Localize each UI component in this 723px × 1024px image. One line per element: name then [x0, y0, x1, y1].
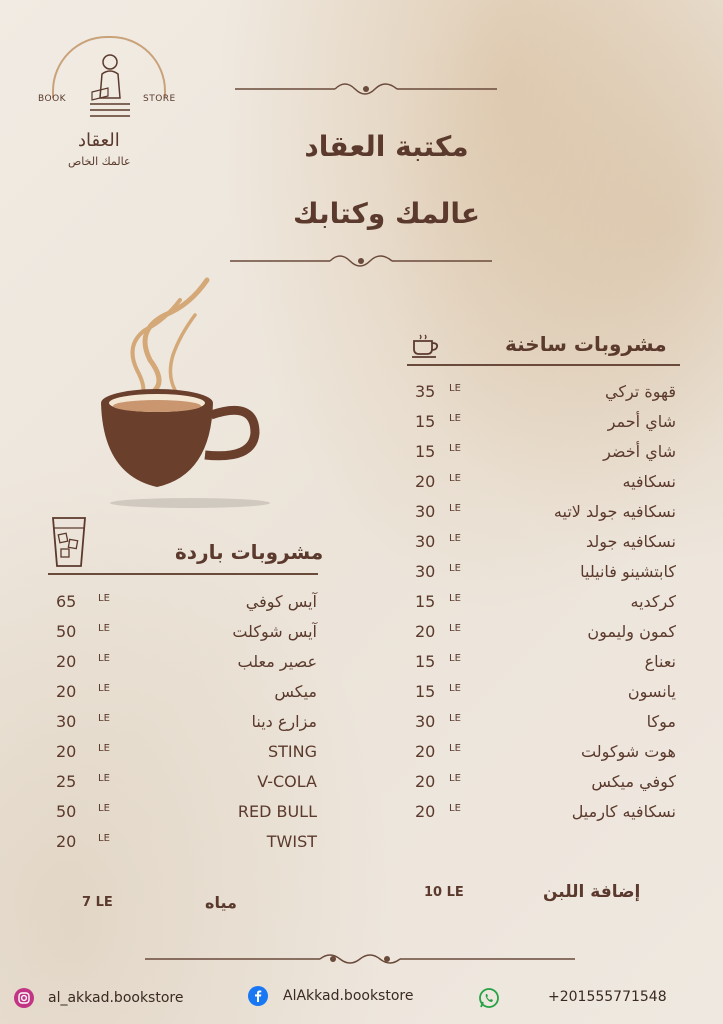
currency-label: LE — [98, 683, 110, 694]
menu-item-price: 50 — [56, 802, 77, 821]
currency-label: LE — [449, 563, 461, 574]
hot-drinks-title: مشروبات ساخنة — [505, 332, 667, 356]
whatsapp-number[interactable]: +201555771548 — [548, 989, 667, 1005]
menu-item-price: 15 — [415, 442, 436, 461]
menu-item-price: 65 — [56, 592, 77, 611]
instagram-icon[interactable] — [14, 988, 34, 1008]
menu-item-name: يانسون — [627, 682, 676, 701]
menu-item-name: نسكافيه جولد لاتيه — [553, 502, 676, 521]
cold-drinks-rule — [48, 573, 318, 575]
menu-item-price: 50 — [56, 622, 77, 641]
menu-item-price: 20 — [56, 742, 77, 761]
menu-item-name: V-COLA — [257, 772, 317, 791]
currency-label: LE — [449, 383, 461, 394]
currency-label: LE — [98, 803, 110, 814]
logo-slogan: عالمك الخاص — [68, 155, 131, 168]
menu-item-name: هوت شوكولت — [581, 742, 676, 761]
ornament-divider-top — [235, 80, 497, 98]
currency-label: LE — [98, 833, 110, 844]
menu-item-name: شاي أخضر — [603, 442, 676, 461]
menu-item-price: 20 — [415, 742, 436, 761]
menu-item-name: نسكافيه جولد — [585, 532, 676, 551]
menu-item-price: 20 — [56, 682, 77, 701]
menu-item-price: 15 — [415, 652, 436, 671]
logo-left-word: BOOK — [38, 94, 67, 104]
currency-label: LE — [449, 773, 461, 784]
currency-label: LE — [449, 653, 461, 664]
menu-item-name: نسكافيه — [622, 472, 676, 491]
ornament-divider-middle — [230, 252, 492, 270]
menu-item-price: 20 — [56, 652, 77, 671]
menu-item-name: كمون وليمون — [587, 622, 676, 641]
currency-label: LE — [449, 623, 461, 634]
water-price: 7 LE — [82, 895, 113, 910]
currency-label: LE — [98, 773, 110, 784]
currency-label: LE — [449, 803, 461, 814]
logo-name: العقاد — [78, 130, 120, 151]
currency-label: LE — [98, 593, 110, 604]
ornament-divider-bottom — [145, 950, 575, 968]
currency-label: LE — [449, 473, 461, 484]
instagram-link[interactable]: al_akkad.bookstore — [48, 990, 184, 1006]
menu-item-price: 15 — [415, 682, 436, 701]
cold-drinks-title: مشروبات باردة — [175, 540, 324, 564]
hot-drinks-rule — [407, 364, 680, 366]
menu-item-name: نسكافيه كارميل — [571, 802, 676, 821]
currency-label: LE — [449, 743, 461, 754]
menu-item-name: آيس كوفي — [245, 592, 317, 611]
menu-item-price: 20 — [415, 472, 436, 491]
menu-item-price: 30 — [415, 712, 436, 731]
menu-item-name: عصير معلب — [237, 652, 317, 671]
currency-label: LE — [98, 653, 110, 664]
water-label: مياه — [205, 893, 237, 912]
menu-item-name: ميكس — [274, 682, 317, 701]
menu-item-price: 25 — [56, 772, 77, 791]
store-subtitle: عالمك وكتابك — [293, 197, 480, 230]
currency-label: LE — [449, 443, 461, 454]
ice-glass-icon — [50, 516, 88, 568]
menu-item-name: موكا — [646, 712, 676, 731]
menu-item-name: شاي أحمر — [607, 412, 676, 431]
menu-item-price: 20 — [415, 772, 436, 791]
menu-item-name: STING — [267, 742, 317, 761]
menu-item-name: آيس شوكلت — [232, 622, 317, 641]
menu-item-price: 20 — [56, 832, 77, 851]
menu-item-price: 30 — [415, 502, 436, 521]
menu-item-name: مزارع دينا — [251, 712, 317, 731]
currency-label: LE — [98, 623, 110, 634]
menu-item-name: RED BULL — [237, 802, 317, 821]
menu-item-price: 15 — [415, 592, 436, 611]
currency-label: LE — [449, 503, 461, 514]
facebook-icon[interactable] — [248, 986, 268, 1006]
currency-label: LE — [449, 683, 461, 694]
store-title: مكتبة العقاد — [304, 130, 469, 163]
menu-item-name: كابتشينو فانيليا — [580, 562, 676, 581]
menu-item-name: نعناع — [644, 652, 676, 671]
currency-label: LE — [449, 713, 461, 724]
menu-item-name: قهوة تركي — [605, 382, 676, 401]
menu-item-price: 20 — [415, 802, 436, 821]
milk-addition-price: 10 LE — [424, 885, 464, 900]
menu-item-name: TWIST — [266, 832, 317, 851]
menu-item-price: 30 — [415, 532, 436, 551]
logo-right-word: STORE — [143, 94, 176, 104]
milk-addition-label: إضافة اللبن — [543, 882, 641, 902]
menu-item-price: 30 — [56, 712, 77, 731]
facebook-link[interactable]: AlAkkad.bookstore — [283, 988, 414, 1004]
book-store-logo-icon — [90, 52, 130, 130]
currency-label: LE — [449, 533, 461, 544]
menu-item-name: كركديه — [630, 592, 676, 611]
menu-item-name: كوفي ميكس — [591, 772, 676, 791]
currency-label: LE — [98, 743, 110, 754]
currency-label: LE — [449, 593, 461, 604]
menu-item-price: 35 — [415, 382, 436, 401]
coffee-cup-illustration — [95, 275, 270, 510]
currency-label: LE — [98, 713, 110, 724]
menu-item-price: 30 — [415, 562, 436, 581]
whatsapp-icon[interactable] — [478, 987, 500, 1009]
hot-cup-icon — [411, 333, 441, 359]
menu-item-price: 15 — [415, 412, 436, 431]
menu-item-price: 20 — [415, 622, 436, 641]
currency-label: LE — [449, 413, 461, 424]
